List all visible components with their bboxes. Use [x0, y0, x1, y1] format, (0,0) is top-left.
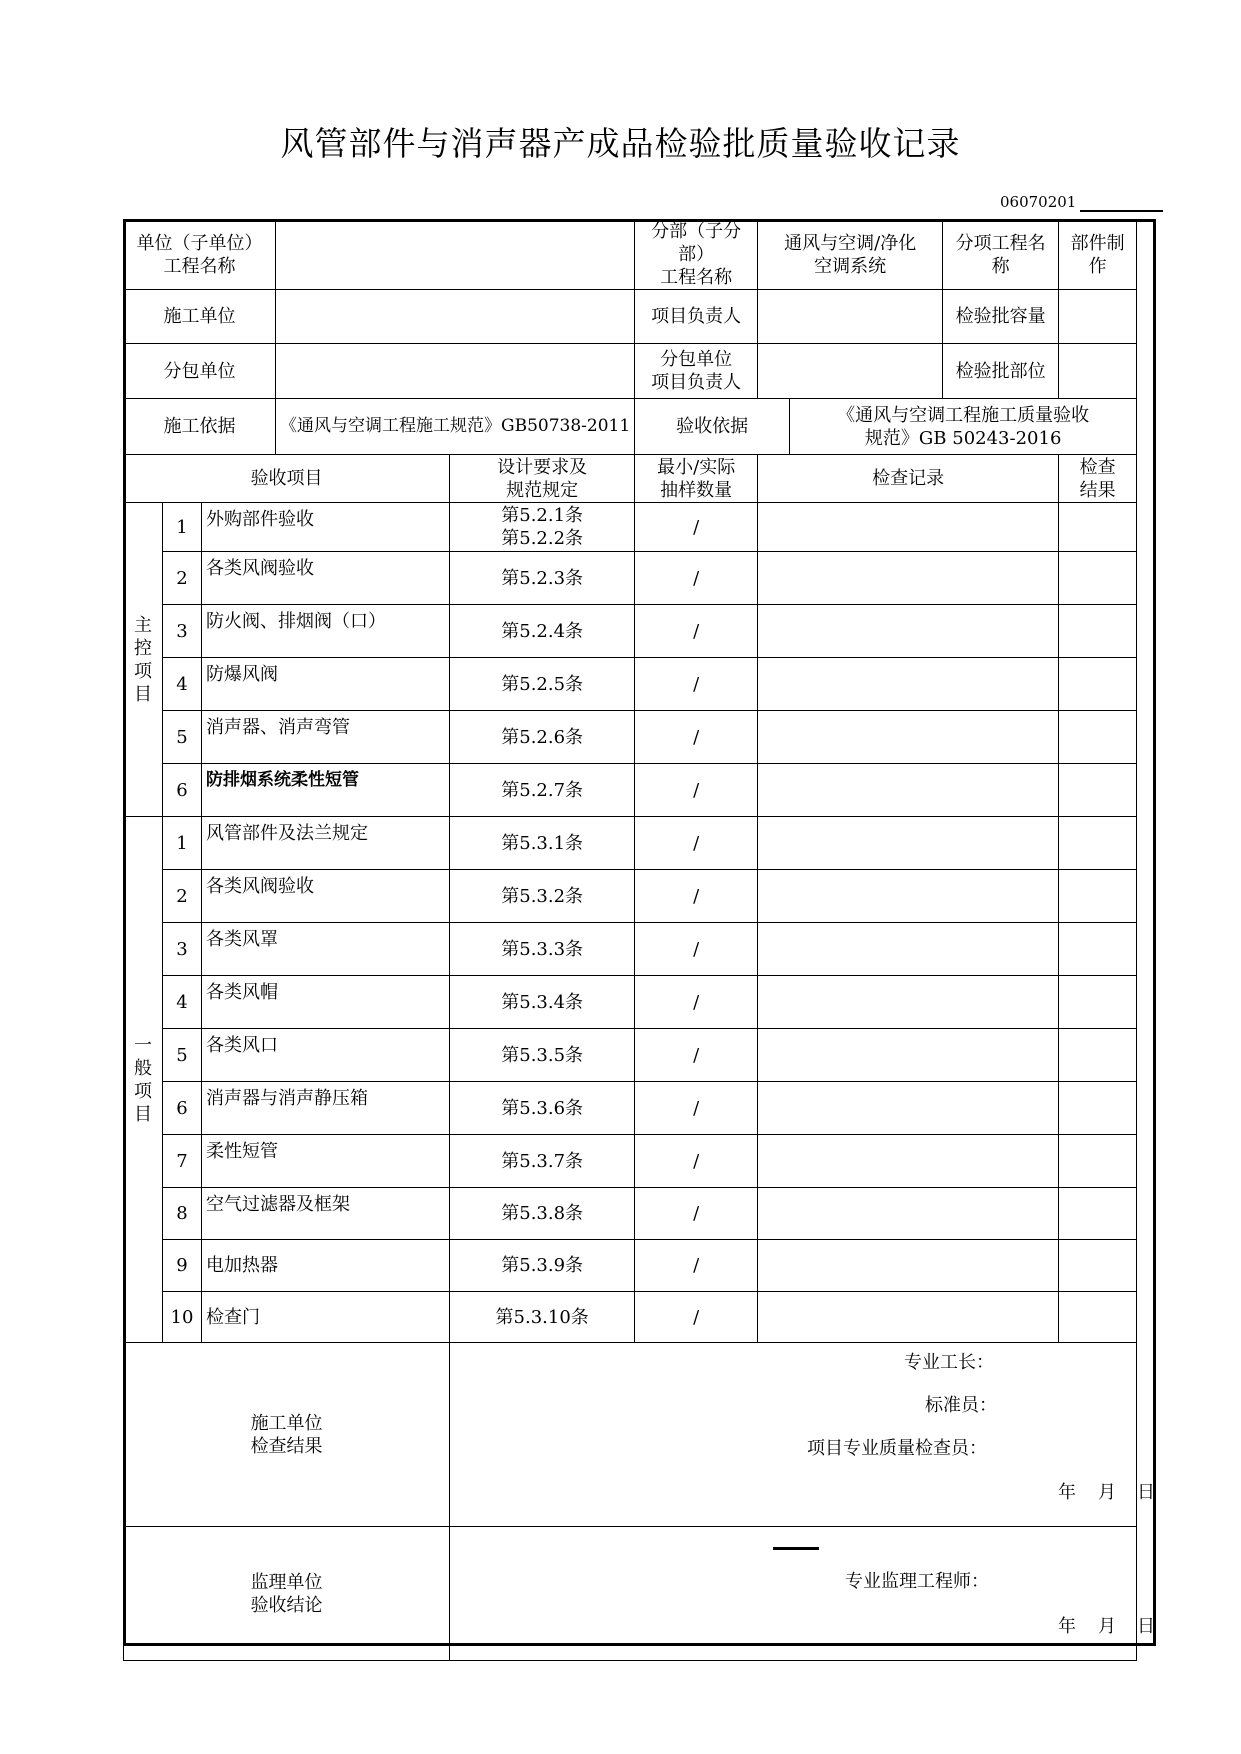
item-name: 风管部件及法兰规定	[202, 817, 450, 870]
project-manager-label: 项目负责人	[635, 290, 758, 344]
sample-count[interactable]: /	[635, 552, 758, 605]
clause-cell: 第5.3.9条	[450, 1240, 635, 1292]
row-number: 1	[163, 817, 202, 870]
acceptance-basis-label: 验收依据	[635, 399, 790, 455]
standard-officer-signature-label: 标准员：	[925, 1395, 997, 1416]
clause-cell: 第5.3.1条	[450, 817, 635, 870]
item-name: 柔性短管	[202, 1135, 450, 1188]
clause-cell: 第5.2.1条 第5.2.2条	[450, 503, 635, 552]
subcontractor-label: 分包单位	[124, 344, 276, 399]
subitem-value[interactable]: 部件制作	[1059, 220, 1137, 290]
batch-capacity-label: 检验批容量	[943, 290, 1059, 344]
item-name: 各类风口	[202, 1029, 450, 1082]
clause-cell: 第5.2.4条	[450, 605, 635, 658]
row-number: 6	[163, 1082, 202, 1135]
clause-cell: 第5.2.6条	[450, 711, 635, 764]
clause-cell: 第5.3.7条	[450, 1135, 635, 1188]
row-number: 8	[163, 1188, 202, 1240]
column-header-sample: 最小/实际 抽样数量	[635, 455, 758, 503]
contractor-label: 施工单位	[124, 290, 276, 344]
contractor-date-year: 年	[1058, 1482, 1076, 1503]
document-number: 06070201	[1000, 193, 1077, 211]
page-title: 风管部件与消声器产成品检验批质量验收记录	[280, 124, 961, 163]
row-number: 2	[163, 870, 202, 923]
item-name: 空气过滤器及框架	[202, 1188, 450, 1240]
clause-cell: 第5.2.5条	[450, 658, 635, 711]
sample-count[interactable]: /	[635, 817, 758, 870]
clause-cell: 第5.3.3条	[450, 923, 635, 976]
division-value[interactable]: 通风与空调/净化 空调系统	[758, 220, 943, 290]
row-number: 9	[163, 1240, 202, 1292]
sample-count[interactable]: /	[635, 1029, 758, 1082]
form-outer-border	[123, 219, 1156, 1646]
sample-count[interactable]: /	[635, 1292, 758, 1343]
row-number: 3	[163, 923, 202, 976]
sample-count[interactable]: /	[635, 1188, 758, 1240]
item-name: 防火阀、排烟阀（口）	[202, 605, 450, 658]
main-control-group-label: 主 控 项 目	[124, 503, 163, 817]
item-name: 检查门	[202, 1292, 450, 1343]
clause-cell: 第5.2.7条	[450, 764, 635, 817]
document-number-blank-line	[1080, 210, 1163, 212]
item-name: 各类风阀验收	[202, 870, 450, 923]
general-group-label: 一 般 项 目	[124, 817, 163, 1343]
sample-count[interactable]: /	[635, 711, 758, 764]
batch-location-label: 检验批部位	[943, 344, 1059, 399]
supervisor-blank-dash	[773, 1547, 819, 1550]
clause-cell: 第5.2.3条	[450, 552, 635, 605]
construction-basis-label: 施工依据	[124, 399, 276, 455]
row-number: 1	[163, 503, 202, 552]
row-number: 3	[163, 605, 202, 658]
item-name: 各类风罩	[202, 923, 450, 976]
sample-count[interactable]: /	[635, 870, 758, 923]
supervisor-date-day: 日	[1137, 1616, 1155, 1637]
sample-count[interactable]: /	[635, 1240, 758, 1292]
item-name: 防爆风阀	[202, 658, 450, 711]
division-label: 分部（子分部） 工程名称	[635, 220, 758, 290]
column-header-record: 检查记录	[758, 455, 1059, 503]
supervisor-engineer-signature-label: 专业监理工程师：	[845, 1571, 989, 1592]
sample-count[interactable]: /	[635, 764, 758, 817]
row-number: 5	[163, 1029, 202, 1082]
unit-label: 单位（子单位） 工程名称	[124, 220, 276, 290]
clause-cell: 第5.3.10条	[450, 1292, 635, 1343]
subitem-label: 分项工程名称	[943, 220, 1059, 290]
item-name: 各类风阀验收	[202, 552, 450, 605]
item-name: 消声器、消声弯管	[202, 711, 450, 764]
contractor-date-month: 月	[1098, 1482, 1116, 1503]
row-number: 4	[163, 976, 202, 1029]
supervisor-conclusion-label: 监理单位 验收结论	[124, 1527, 450, 1661]
sample-count[interactable]: /	[635, 1082, 758, 1135]
construction-basis-value[interactable]: 《通风与空调工程施工规范》GB50738-2011	[276, 399, 635, 455]
sample-count[interactable]: /	[635, 658, 758, 711]
sample-count[interactable]: /	[635, 503, 758, 552]
contractor-date-day: 日	[1137, 1482, 1155, 1503]
quality-inspector-signature-label: 项目专业质量检查员：	[807, 1438, 987, 1459]
item-name: 消声器与消声静压箱	[202, 1082, 450, 1135]
clause-cell: 第5.3.6条	[450, 1082, 635, 1135]
column-header-item: 验收项目	[124, 455, 450, 503]
sample-count[interactable]: /	[635, 1135, 758, 1188]
column-header-design: 设计要求及 规范规定	[450, 455, 635, 503]
item-name: 外购部件验收	[202, 503, 450, 552]
foreman-signature-label: 专业工长：	[904, 1352, 994, 1373]
contractor-check-label: 施工单位 检查结果	[124, 1343, 450, 1527]
clause-cell: 第5.3.2条	[450, 870, 635, 923]
supervisor-date-year: 年	[1058, 1616, 1076, 1637]
sample-count[interactable]: /	[635, 976, 758, 1029]
item-name: 各类风帽	[202, 976, 450, 1029]
row-number: 10	[163, 1292, 202, 1343]
row-number: 7	[163, 1135, 202, 1188]
clause-cell: 第5.3.4条	[450, 976, 635, 1029]
acceptance-basis-value[interactable]: 《通风与空调工程施工质量验收 规范》GB 50243-2016	[790, 399, 1137, 455]
clause-cell: 第5.3.5条	[450, 1029, 635, 1082]
row-number: 6	[163, 764, 202, 817]
row-number: 4	[163, 658, 202, 711]
row-number: 2	[163, 552, 202, 605]
supervisor-date-month: 月	[1098, 1616, 1116, 1637]
item-name: 电加热器	[202, 1240, 450, 1292]
subcontractor-pm-label: 分包单位 项目负责人	[635, 344, 758, 399]
sample-count[interactable]: /	[635, 923, 758, 976]
clause-cell: 第5.3.8条	[450, 1188, 635, 1240]
column-header-result: 检查 结果	[1059, 455, 1137, 503]
sample-count[interactable]: /	[635, 605, 758, 658]
row-number: 5	[163, 711, 202, 764]
item-name: 防排烟系统柔性短管	[202, 764, 450, 817]
